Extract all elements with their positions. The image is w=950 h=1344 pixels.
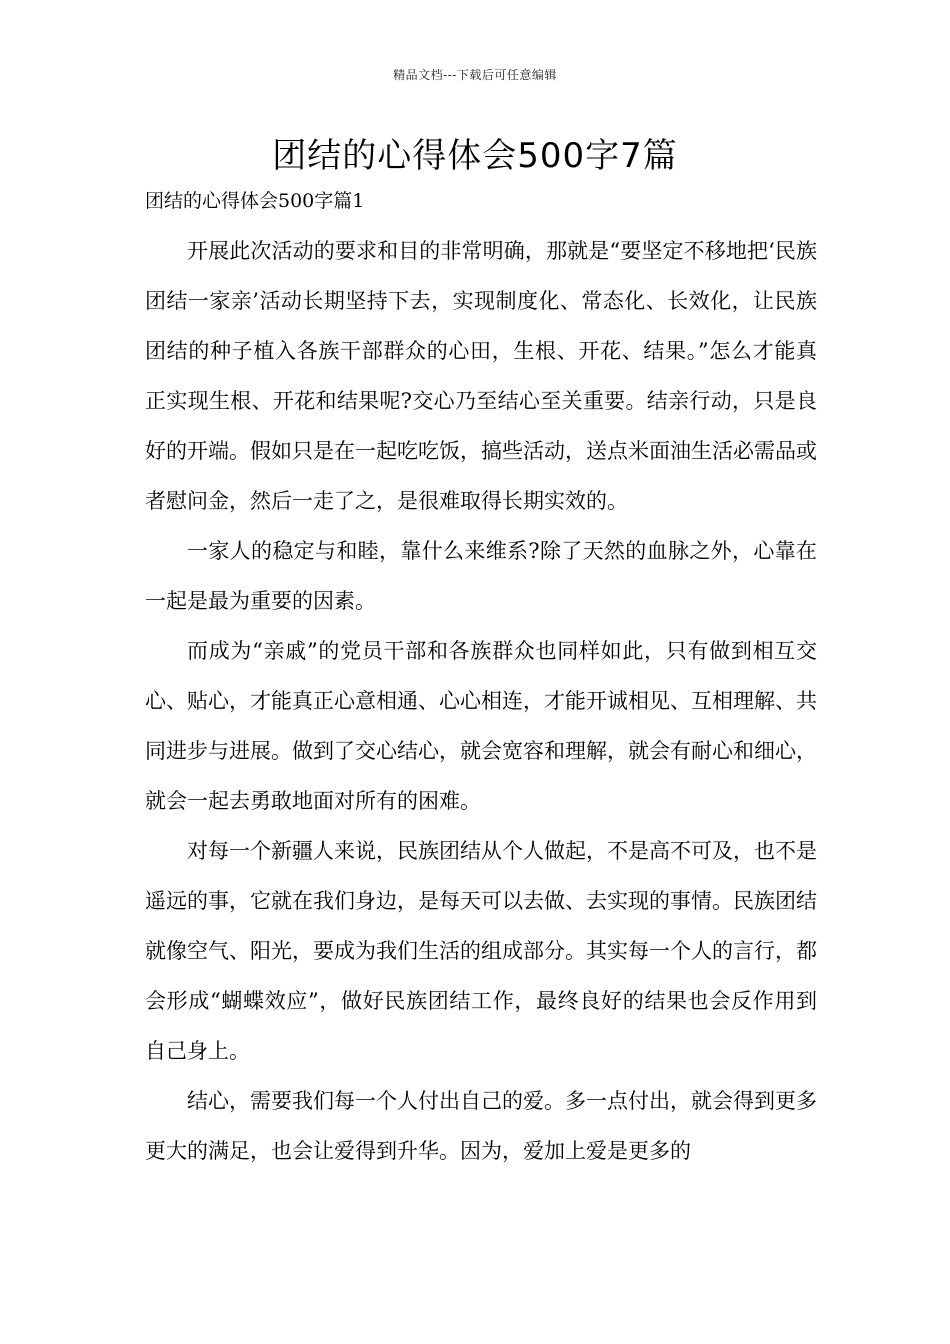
- paragraph: 开展此次活动的要求和目的非常明确，那就是“要坚定不移地把‘民族团结一家亲’活动长期坚持下去，实现制度化、常态化、长效化，让民族团结的种子植入各族干部群众的心田，生根、开花、结果。”怎么才能真正实现生根、开花和结果呢?交心乃至结心至关重要。结亲行动，只是良好的开端。假如只是在一起吃吃饭，搞些活动，送点米面油生活必需品或者慰问金，然后一走了之，是很难取得长期实效的。: [145, 239, 817, 513]
- paragraph: 一家人的稳定与和睦，靠什么来维系?除了天然的血脉之外，心靠在一起是最为重要的因素。: [145, 539, 817, 613]
- header-note: 精品文档---下载后可任意编辑: [393, 68, 557, 82]
- paragraph: 结心，需要我们每一个人付出自己的爱。多一点付出，就会得到更多更大的满足，也会让爱得到升华。因为，爱加上爱是更多的: [145, 1089, 817, 1163]
- paragraph: 而成为“亲戚”的党员干部和各族群众也同样如此，只有做到相互交心、贴心，才能真正心意相通、心心相连，才能开诚相见、互相理解、共同进步与进展。做到了交心结心，就会宽容和理解，就会有耐心和细心，就会一起去勇敢地面对所有的困难。: [145, 639, 817, 813]
- document-title: 团结的心得体会500字7篇: [272, 136, 678, 176]
- body-text: [145, 226, 817, 1176]
- section-heading: 团结的心得体会500字篇1: [145, 190, 365, 212]
- paragraph: 对每一个新疆人来说，民族团结从个人做起，不是高不可及，也不是遥远的事，它就在我们身边，是每天可以去做、去实现的事情。民族团结就像空气、阳光，要成为我们生活的组成部分。其实每一个人的言行，都会形成“蝴蝶效应”，做好民族团结工作，最终良好的结果也会反作用到自己身上。: [145, 839, 817, 1063]
